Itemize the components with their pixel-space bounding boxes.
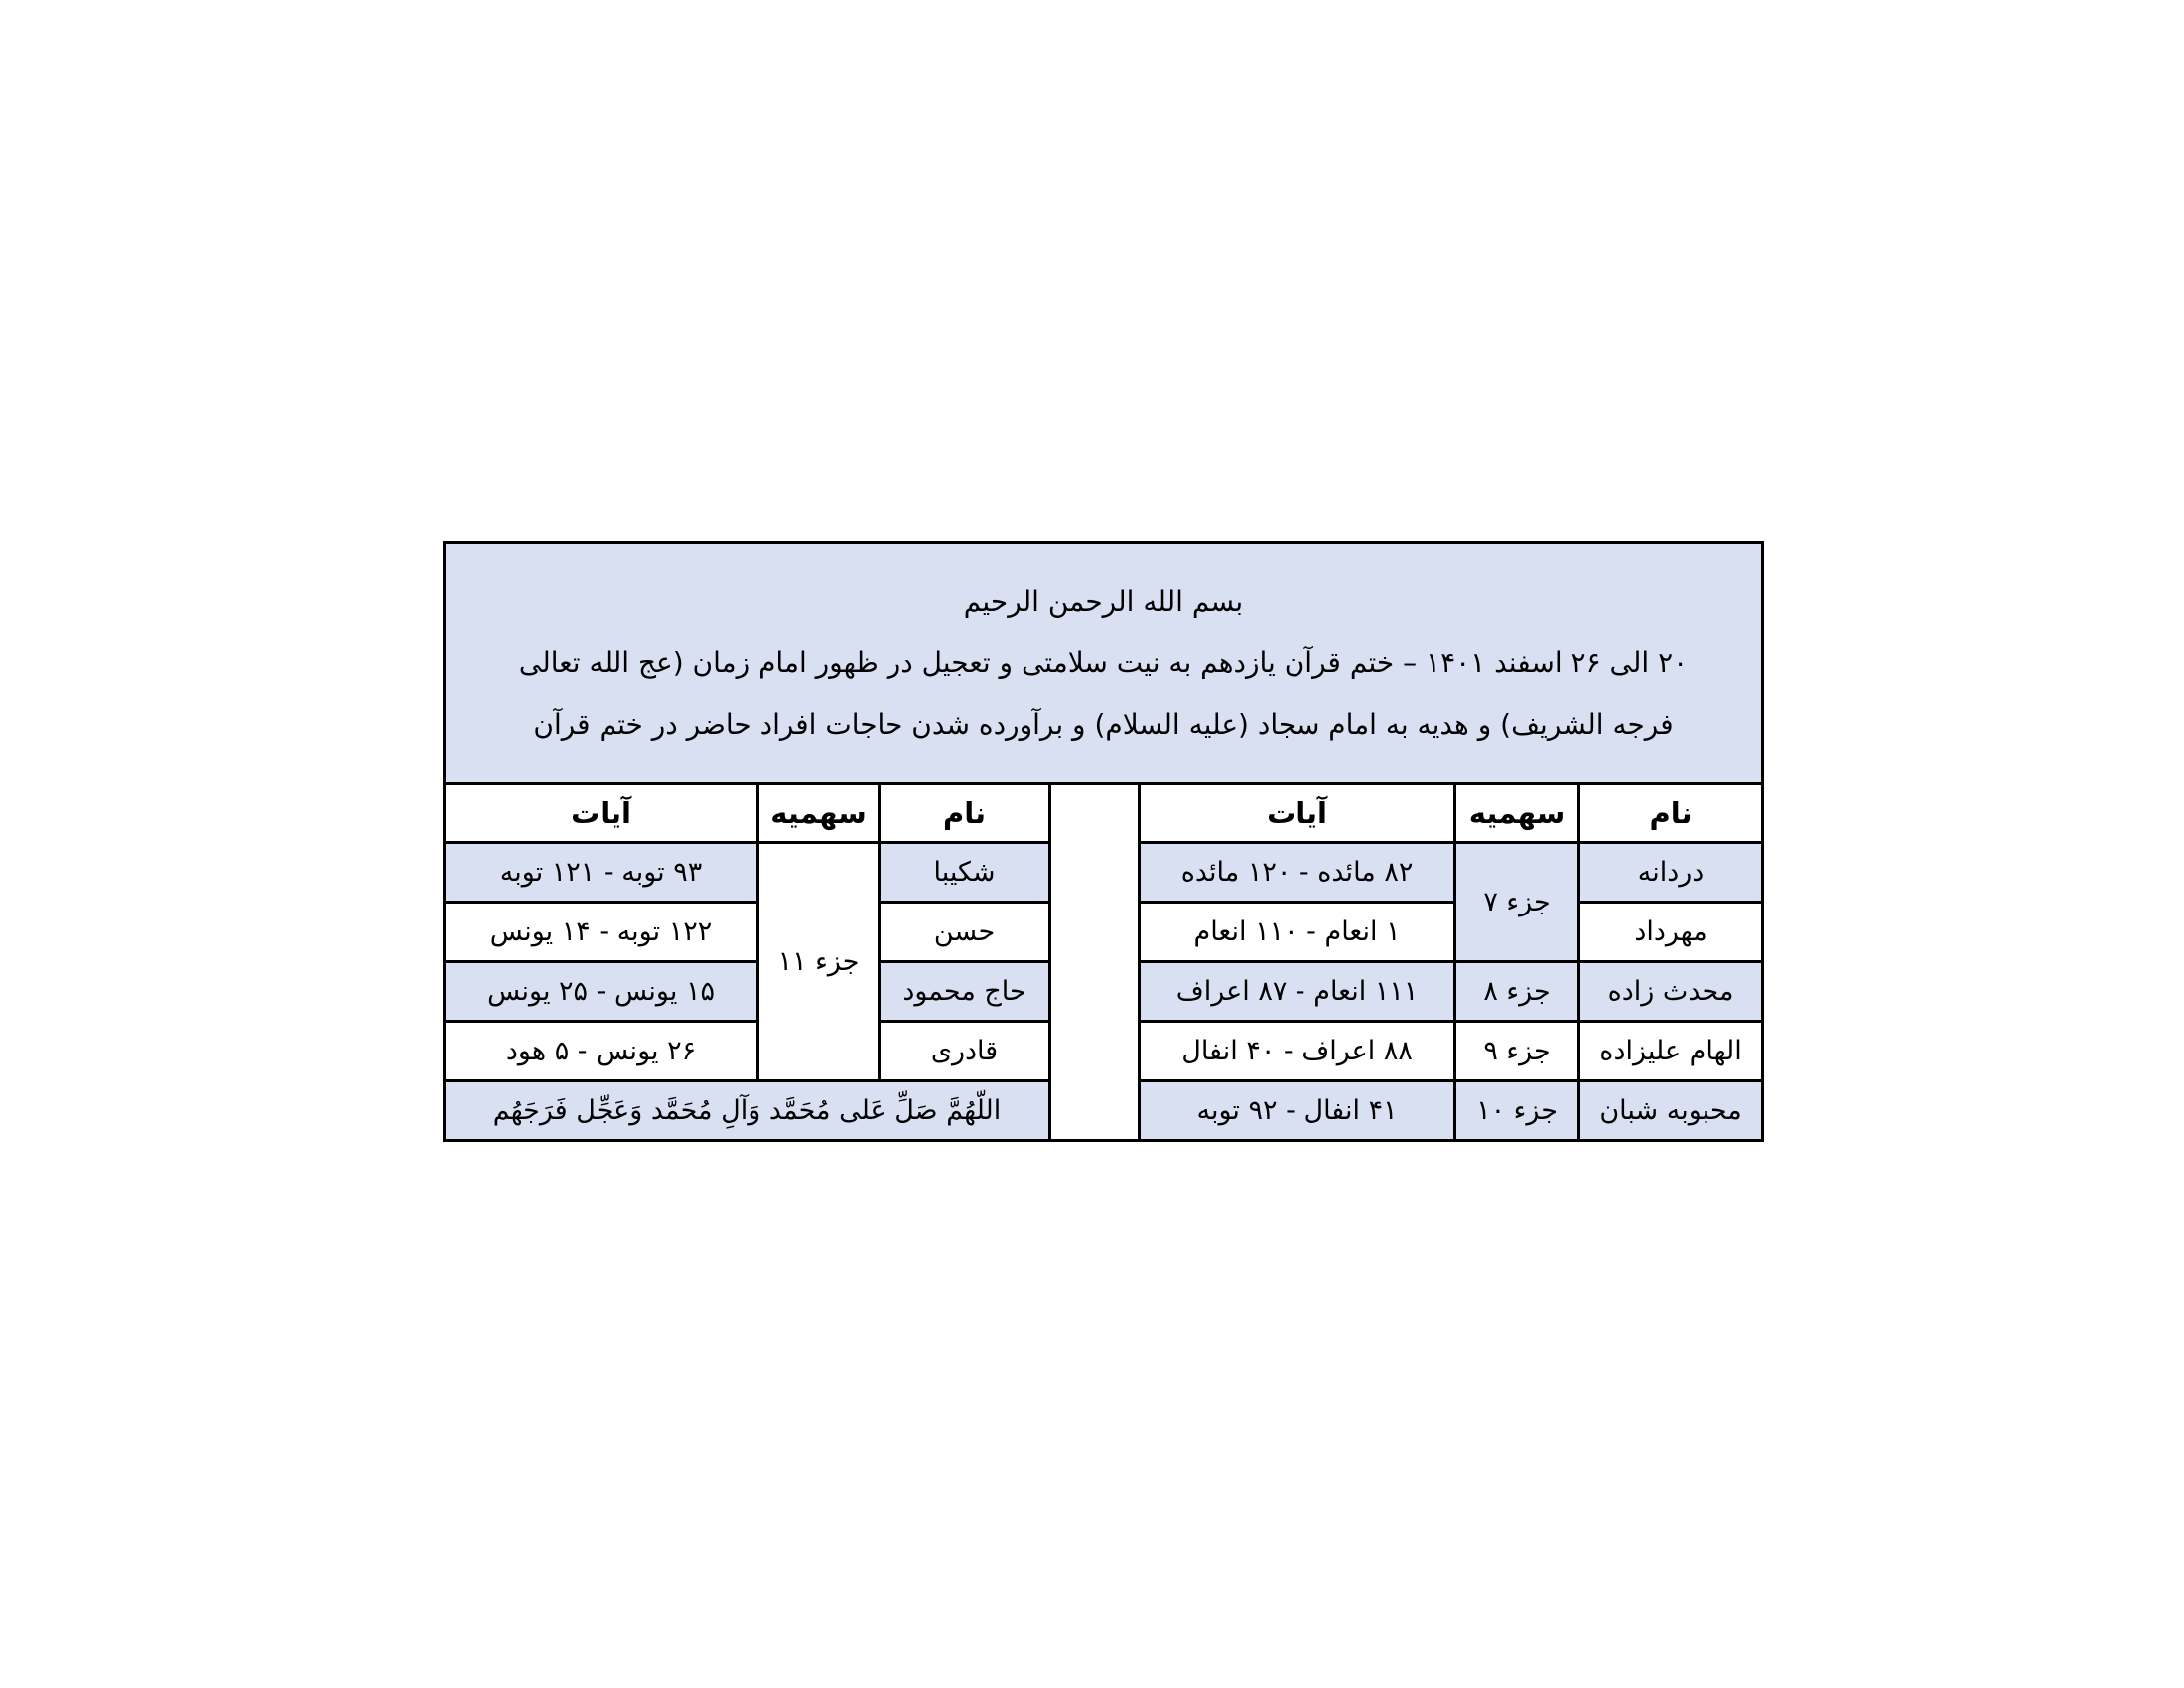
table-cell-share: جزء ۱۰ (1455, 1081, 1579, 1141)
table-title-block (445, 543, 1763, 784)
separator-column (1050, 784, 1140, 1141)
header-verses-right: آیات (1140, 784, 1455, 843)
title-line-1: ۲۰ الی ۲۶ اسفند ۱۴۰۱ – ختم قرآن یازدهم به نیت سلامتی و تعجیل در ظهور امام زمان (عج الله تعالی (518, 646, 1689, 679)
bismillah: بسم الله الرحمن الرحیم (963, 585, 1244, 618)
table-cell-verses: ۱۲۲ توبه - ۱۴ یونس (445, 903, 758, 962)
table-cell-name: دردانه (1579, 843, 1763, 903)
quran-khatm-table (443, 541, 1764, 1142)
prayer-salawat: اللّهُمَّ صَلِّ عَلی مُحَمَّد وَآلِ مُحَمَّد وَعَجِّل فَرَجَهُم (445, 1081, 1050, 1141)
table-cell-name: حسن (880, 903, 1050, 962)
table-cell-name: مهرداد (1579, 903, 1763, 962)
table-cell-share: جزء ۸ (1455, 962, 1579, 1022)
table-cell-verses: ۸۲ مائده - ۱۲۰ مائده (1140, 843, 1455, 903)
table-cell-share: جزء ۷ (1455, 843, 1579, 962)
table-cell-verses: ۹۳ توبه - ۱۲۱ توبه (445, 843, 758, 903)
header-share-left: سهمیه (758, 784, 880, 843)
table-cell-share: جزء ۹ (1455, 1022, 1579, 1081)
header-name-left: نام (880, 784, 1050, 843)
table-cell-verses: ۸۸ اعراف - ۴۰ انفال (1140, 1022, 1455, 1081)
table-cell-name: قادری (880, 1022, 1050, 1081)
header-name-right: نام (1579, 784, 1763, 843)
table-cell-verses: ۲۶ یونس - ۵ هود (445, 1022, 758, 1081)
table-cell-name: محبوبه شبان (1579, 1081, 1763, 1141)
table-cell-name: شکیبا (880, 843, 1050, 903)
title-line-2: فرجه الشریف) و هدیه به امام سجاد (علیه السلام) و برآورده شدن حاجات افراد حاضر در ختم قرآن (533, 708, 1674, 741)
table-cell-name: الهام علیزاده (1579, 1022, 1763, 1081)
table-cell-verses: ۴۱ انفال - ۹۲ توبه (1140, 1081, 1455, 1141)
table-cell-name: حاج محمود (880, 962, 1050, 1022)
table-cell-verses: ۱۵ یونس - ۲۵ یونس (445, 962, 758, 1022)
header-share-right: سهمیه (1455, 784, 1579, 843)
header-verses-left: آیات (445, 784, 758, 843)
table-cell-verses: ۱۱۱ انعام - ۸۷ اعراف (1140, 962, 1455, 1022)
table-cell-share: جزء ۱۱ (758, 843, 880, 1081)
table-cell-name: محدث زاده (1579, 962, 1763, 1022)
table-cell-verses: ۱ انعام - ۱۱۰ انعام (1140, 903, 1455, 962)
